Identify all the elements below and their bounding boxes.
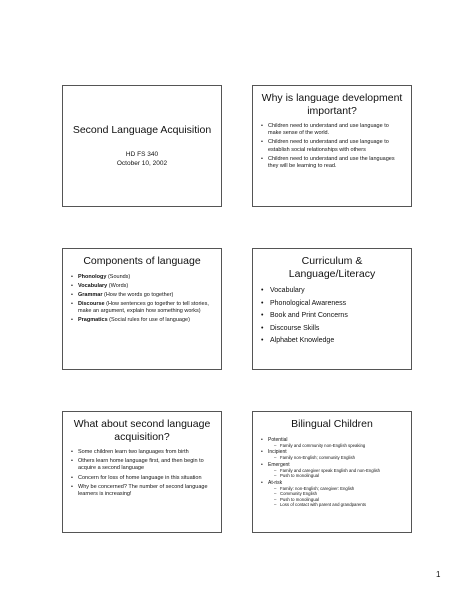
slide-second-language — [62, 411, 222, 533]
bullet: • Children need to understand and use language to establish social relationships with others — [261, 139, 403, 153]
bullet: • Some children learn two languages from birth — [71, 449, 213, 456]
bullet — [261, 462, 403, 479]
term-desc: (Sounds) — [106, 273, 131, 280]
group-label: Emergent — [268, 461, 290, 468]
page-number: 1 — [436, 570, 441, 579]
term: Grammar — [78, 291, 103, 298]
bullet: • Children need to understand and use language to make sense of the world. — [261, 123, 403, 137]
group-label: Potential — [268, 436, 288, 443]
slide-title — [62, 85, 222, 207]
group-label: Incipient — [268, 449, 287, 456]
bullet: • Others learn home language first, and then begin to acquire a second language — [71, 458, 213, 472]
term-desc: (How sentences go together to tell stories, make an argument, explain how something works) — [78, 301, 209, 315]
bullet — [71, 283, 213, 290]
sub-bullet: – Family non-English; community English — [274, 455, 403, 460]
slide-title-heading: Second Language Acquisition — [72, 123, 212, 136]
group-label: At-risk — [268, 479, 283, 486]
bullet — [71, 292, 213, 299]
slide-bilingual — [252, 411, 412, 533]
sub-bullet: – Push to monolingual — [274, 497, 403, 502]
sub-bullet: – Family and caregiver speak English and non-English — [274, 468, 403, 473]
slide-heading: What about second language acquisition? — [73, 418, 211, 443]
slide-curriculum — [252, 248, 412, 370]
term: Vocabulary — [78, 282, 108, 289]
term-desc: (How the words go together) — [102, 291, 174, 298]
bullet — [71, 274, 213, 281]
slide-heading: Why is language development important? — [261, 92, 403, 117]
course-code: HD FS 340 — [125, 151, 159, 159]
sub-bullet: – Community English — [274, 491, 403, 496]
bullet: • Book and Print Concerns — [261, 311, 403, 320]
sub-bullet: – Loss of contact with parent and grandparents — [274, 502, 403, 507]
sub-bullet: – Push to monolingual — [274, 473, 403, 478]
bullet — [261, 449, 403, 461]
slide-heading: Components of language — [83, 255, 201, 267]
bullet — [261, 437, 403, 449]
slide-heading: Curriculum & Language/Literacy — [288, 255, 376, 280]
bullet: • Why be concerned? The number of second language learners is increasing! — [71, 484, 213, 498]
slide-heading: Bilingual Children — [291, 418, 373, 430]
bullet: • Vocabulary — [261, 286, 403, 295]
lecture-date: October 10, 2002 — [116, 160, 168, 168]
bullet — [261, 480, 403, 508]
bullet: • Discourse Skills — [261, 324, 403, 333]
slide-importance — [252, 85, 412, 207]
term: Discourse — [78, 301, 105, 308]
term: Pragmatics — [78, 317, 108, 324]
bullet — [71, 317, 213, 324]
bullet: • Alphabet Knowledge — [261, 336, 403, 345]
term-desc: (Social rules for use of language) — [107, 317, 190, 324]
bullet: • Concern for loss of home language in this situation — [71, 475, 213, 482]
sub-bullet: – Family: non-English; caregiver: English — [274, 486, 403, 491]
bullet: • Phonological Awareness — [261, 299, 403, 308]
term: Phonology — [78, 273, 107, 280]
bullet — [71, 301, 213, 315]
slide-components — [62, 248, 222, 370]
term-desc: (Words) — [107, 282, 129, 289]
bullet: • Children need to understand and use the languages they will be learning to read. — [261, 156, 403, 170]
sub-bullet: – Family and community non-English speaking — [274, 443, 403, 448]
